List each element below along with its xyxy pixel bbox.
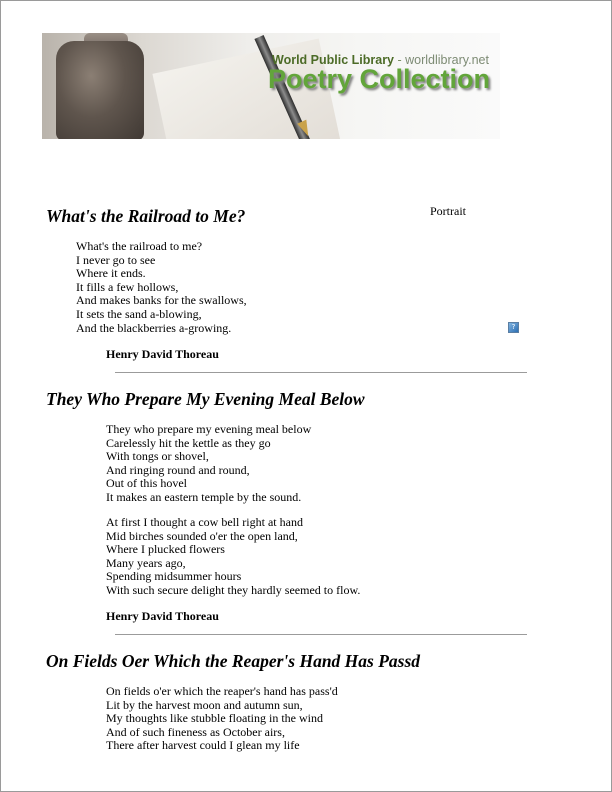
poem-line: What's the railroad to me? [76,239,203,253]
brand-domain: worldlibrary.net [405,53,489,67]
poem-line: It makes an eastern temple by the sound. [106,489,302,504]
poem-line: There after harvest could I glean my life [106,738,300,753]
poem-line: Out of this hovel [106,476,187,491]
poem-line: It fills a few hollows, [76,279,179,294]
brand-name: World Public Library [272,53,395,67]
poem-stanza [106,423,311,505]
poem-line: Many years ago, [106,555,186,570]
poem-line: Where I plucked flowers [106,542,225,557]
poem-title: On Fields Oer Which the Reaper's Hand Has Passd [46,651,421,671]
portrait-image-icon[interactable]: ? [508,322,519,333]
poem-line: And ringing round and round, [106,462,250,477]
poem-line: Where it ends. [76,266,146,281]
poem-line: Spending midsummer hours [106,569,242,584]
poem-line: Mid birches sounded o'er the open land, [106,528,298,543]
poem-line: At first I thought a cow bell right at hand [106,515,303,529]
poem-author: Henry David Thoreau [106,609,219,623]
poem-line: On fields o'er which the reaper's hand has pass'd [106,684,338,698]
inkwell-image [56,41,144,139]
brand-separator: - [394,53,406,67]
portrait-label: Portrait [430,204,466,218]
poem-stanza [106,516,360,598]
poem-line: With tongs or shovel, [106,449,209,464]
poem-line: And of such fineness as October airs, [106,724,285,739]
poem-line: I never go to see [76,252,156,267]
collection-title: Poetry Collection [268,64,491,94]
poem-line: Lit by the harvest moon and autumn sun, [106,697,303,712]
poem-line: And the blackberries a-growing. [76,320,232,335]
poem-line: And makes banks for the swallows, [76,293,247,308]
poem-line: Carelessly hit the kettle as they go [106,435,271,450]
site-banner[interactable] [42,33,500,139]
poem-stanza [76,240,247,335]
poem-line: With such secure delight they hardly seemed to flow. [106,582,361,597]
poem-line: They who prepare my evening meal below [106,422,312,436]
poem-line: My thoughts like stubble floating in the wind [106,711,323,726]
poem-author: Henry David Thoreau [106,347,219,361]
divider [115,372,527,373]
poem-stanza [106,685,338,753]
poem-line: It sets the sand a-blowing, [76,306,202,321]
divider [115,634,527,635]
poem-title: They Who Prepare My Evening Meal Below [46,389,365,409]
poem-title: What's the Railroad to Me? [46,206,246,226]
